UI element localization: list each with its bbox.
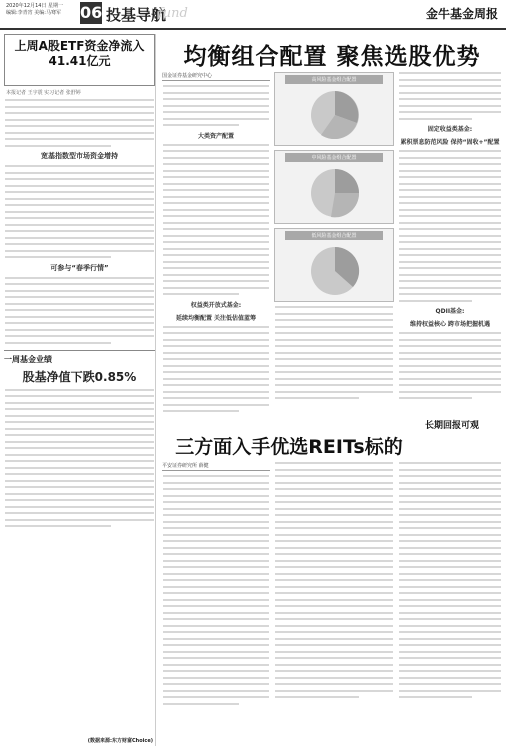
date-line: 2020年12月14日 星期一	[6, 3, 64, 9]
left-headline: 上周A股ETF资金净流入41.41亿元	[14, 39, 145, 68]
article-text-block	[4, 165, 155, 258]
reits-column-3	[398, 462, 502, 703]
chart-column	[274, 72, 394, 404]
fund-performance-title	[4, 350, 155, 385]
mid-subhead-1: 大类资产配置	[197, 132, 234, 140]
article-text-block	[162, 85, 270, 126]
article-text-block	[398, 150, 502, 302]
article-text-block	[274, 462, 394, 698]
section-en: fund	[158, 6, 188, 21]
left-column	[4, 34, 156, 746]
chart-title: 中风险基金组合配置	[285, 153, 383, 162]
medium-risk-chart	[274, 150, 394, 224]
right-subhead-1: 固定收益类基金:	[427, 126, 473, 133]
pie-chart-graphic	[281, 243, 389, 299]
article-text-block	[274, 306, 394, 399]
fund-performance-headline: 股基净值下跌0.85%	[22, 369, 137, 384]
article-text-block	[4, 389, 155, 528]
article-text-block	[398, 462, 502, 698]
masthead: 金牛基金周报	[425, 7, 498, 21]
chart-title: 低风险基金组合配置	[285, 231, 383, 240]
pie-chart-graphic	[281, 87, 389, 143]
reits-author-tag: 平安证券研究所 薛健	[162, 462, 270, 471]
data-source-note: (数据来源:东方财富Choice)	[87, 738, 153, 744]
reits-headline: 三方面入手优选REITs标的	[175, 436, 403, 458]
article-text-block	[4, 99, 155, 147]
right-subhead-3: QDII基金:	[435, 308, 465, 315]
reits-column-1	[162, 462, 270, 709]
section-number: 06	[80, 3, 103, 22]
right-subhead-2: 累积票息防范风险 保持“固收+”配置	[400, 139, 500, 146]
high-risk-chart	[274, 72, 394, 146]
chart-title: 高风险基金组合配置	[285, 75, 383, 84]
article-text-block	[162, 326, 270, 413]
left-byline: 本报记者 王宇震 实习记者 张舒婷	[6, 90, 81, 96]
reits-kicker: 长期回报可观	[424, 421, 479, 431]
fund-performance-kicker: 一周基金业绩	[4, 354, 52, 364]
editor-line: 编辑:李青宵 美编:马骞军	[6, 10, 61, 16]
article-text-block	[398, 332, 502, 399]
pie-chart-graphic	[281, 165, 389, 221]
mid-subhead-3: 延续均衡配置 关注低估值蓝筹	[175, 314, 257, 322]
page-header	[0, 0, 506, 30]
author-tag: 国金证券基金研究中心	[162, 72, 270, 81]
left-subhead-1: 宽基指数型市场资金增持	[41, 152, 118, 160]
right-column	[398, 72, 502, 404]
left-subhead-2: 可参与“春季行情”	[50, 263, 109, 272]
section-name: 投基导航	[106, 6, 167, 24]
middle-column	[162, 72, 270, 417]
left-headline-box	[4, 34, 155, 86]
article-text-block	[4, 277, 155, 344]
main-title: 均衡组合配置 聚焦选股优势	[183, 44, 481, 70]
issue-info	[6, 3, 76, 17]
low-risk-chart	[274, 228, 394, 302]
mid-subhead-2: 权益类开放式基金:	[190, 301, 242, 309]
reits-column-2	[274, 462, 394, 703]
article-text-block	[398, 72, 502, 120]
right-subhead-4: 维持权益核心 跨市场把握机遇	[409, 321, 491, 328]
article-text-block	[162, 475, 270, 705]
article-text-block	[162, 144, 270, 296]
